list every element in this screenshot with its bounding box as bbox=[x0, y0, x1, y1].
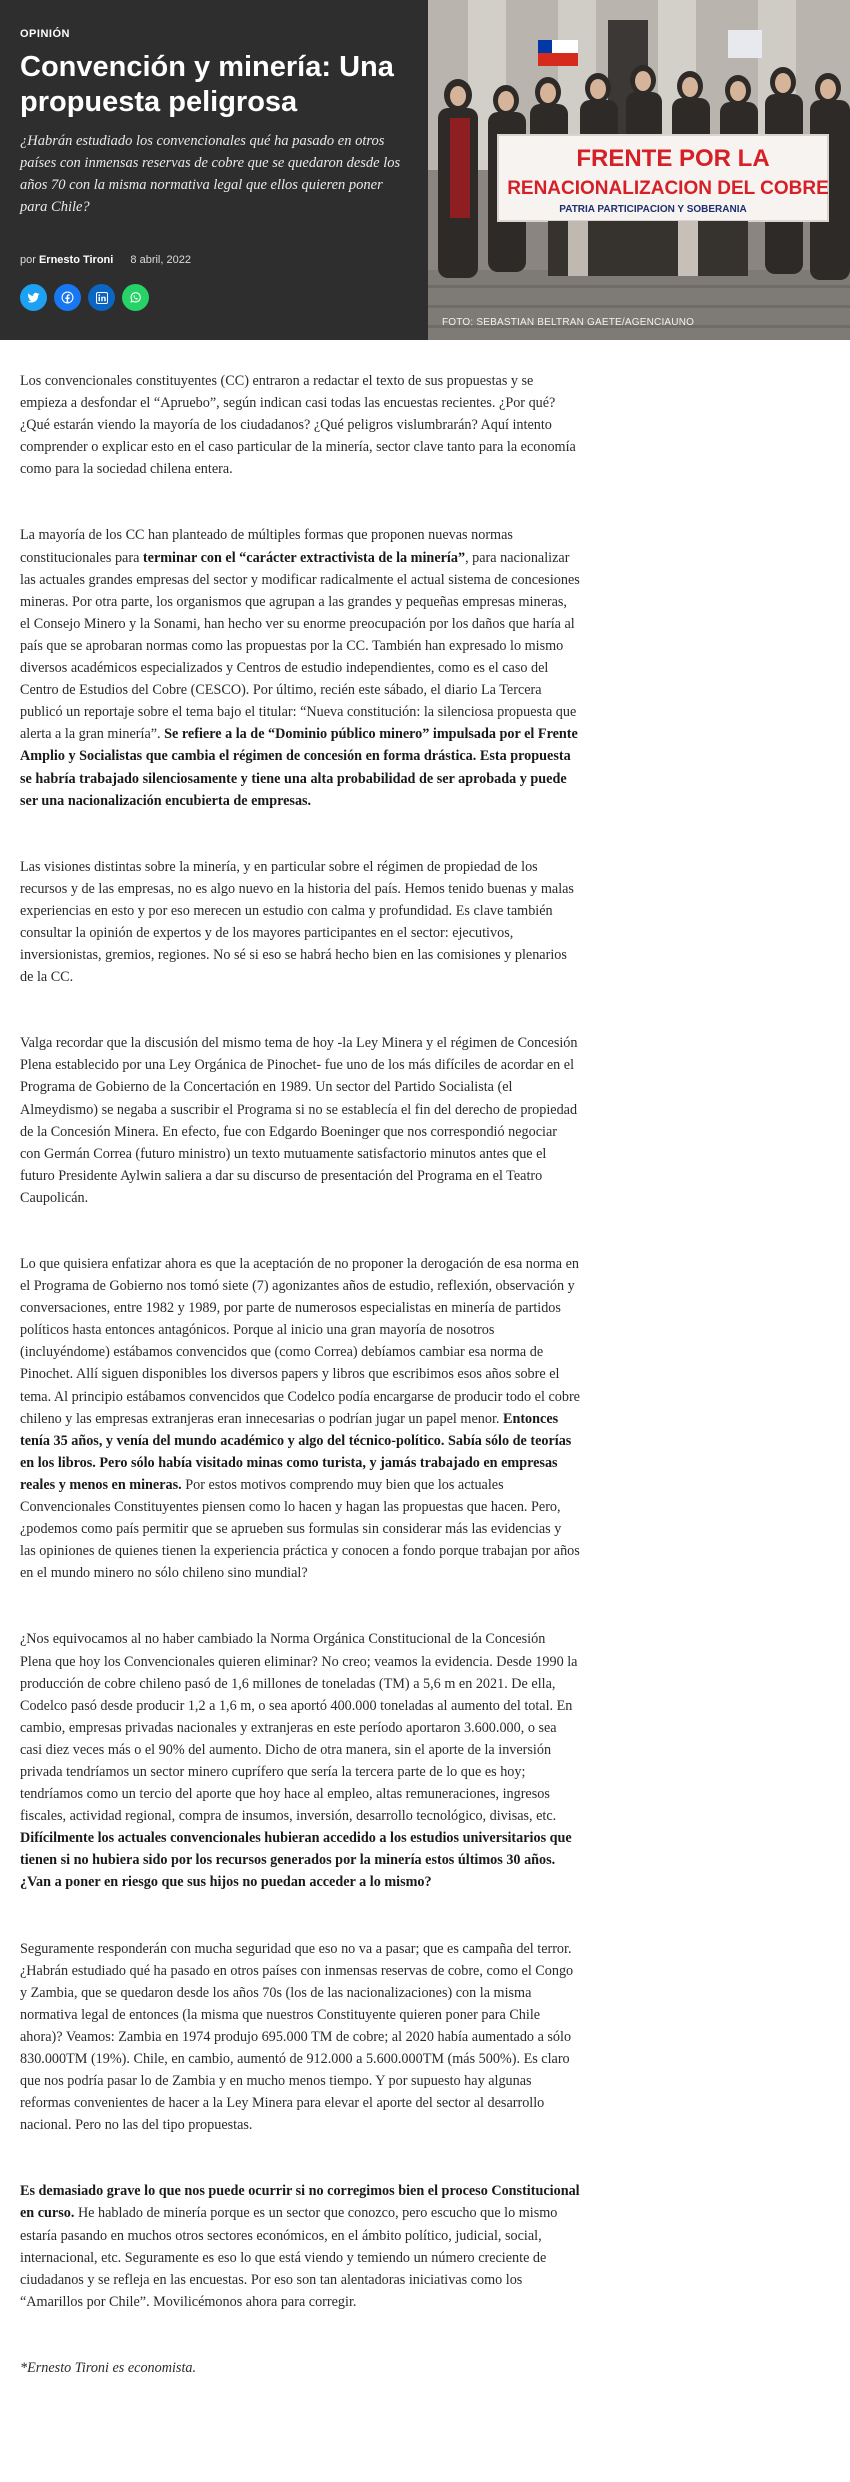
twitter-icon bbox=[27, 291, 40, 304]
share-linkedin-button[interactable] bbox=[88, 284, 115, 311]
share-facebook-button[interactable] bbox=[54, 284, 81, 311]
hero-text-panel bbox=[0, 0, 428, 340]
author-note: *Ernesto Tironi es economista. bbox=[20, 2359, 197, 2376]
photo-credit: FOTO: SEBASTIAN BELTRAN GAETE/AGENCIAUNO bbox=[442, 317, 695, 328]
paragraph-2: La mayoría de los CC han planteado de múltiples formas que proponen nuevas normas constitucionales para terminar con el “carácter extractivista de la minería”, para nacionalizar las actuales grandes empresas del sector y modificar radicalmente el actual sistema de concesiones mineras. Por otra parte, los organismos que agrupan a las grandes y pequeñas empresas mineras, el Consejo Minero y la Sonami, han hecho ver su enorme preocupación por los daños que haría al país que se aprobaran normas como las propuestas por la CC. También han expresado lo mismo diversos académicos especializados y Centros de estudio independientes, como es el caso del Centro de Estudios del Cobre (CESCO). Por último, recién este sábado, el diario La Tercera publicó un reportaje sobre el tema bajo el titular: “Nueva constitución: la silenciosa propuesta que alerta a la gran minería”. Se refiere a la de “Dominio público minero” impulsada por el Frente Amplio y Socialistas que cambia el régimen de concesión en forma drástica. Esta propuesta se habría trabajado silenciosamente y tiene una alta probabilidad de ser aprobada y puede ser una nacionalización encubierta de empresas. bbox=[20, 527, 580, 809]
linkedin-icon bbox=[96, 292, 108, 304]
page-title: Convención y minería: Una propuesta peligrosa bbox=[20, 51, 394, 118]
paragraph-6: ¿Nos equivocamos al no haber cambiado la Norma Orgánica Constitucional de la Concesión Plena que hoy los Convencionales quieren eliminar? No creo; veamos la evidencia. Desde 1990 la producción de cobre chileno pasó de 1,6 millones de toneladas (TM) a 5,6 m en 2021. De ella, Codelco pasó desde producir 1,2 a 1,6 m, o sea aportó 400.000 toneladas al aumento del total. En cambio, empresas privadas nacionales y extranjeras en este período aportaron 3.600.000, o sea casi diez veces más o el 90% del aumento. Dicho de otra manera, sin el aporte de la inversión privada tendríamos un sector minero cuprífero que sería la tercera parte de lo que es hoy; tendríamos como un tercio del aporte que hoy hace al empleo, altas remuneraciones, ingresos fiscales, actividad regional, compra de insumos, inversión, desarrollo tecnológico, divisas, etc. Difícilmente los actuales convencionales hubieran accedido a los estudios universitarios que tienen si no hubiera sido por los recursos generados por la minería estos últimos 30 años. ¿Van a poner en riesgo que sus hijos no puedan acceder a lo mismo? bbox=[20, 1631, 578, 1891]
byline-prefix: por bbox=[20, 254, 36, 266]
paragraph-7: Seguramente responderán con mucha seguridad que eso no va a pasar; que es campaña del terror. ¿Habrán estudiado qué ha pasado en otros países con inmensas reservas de cobre, como el Congo y Zambia, que se quedaron desde los años 70s (los de las nacionalizaciones) con la misma normativa legal de entonces (la misma que nuestros Constituyente quieren poner para Chile ahora)? Veamos: Zambia en 1974 produjo 695.000 TM de cobre; al 2020 había aumentado a sólo 830.000TM (19%). Chile, en cambio, aumentó de 912.000 a 5.600.000TM (más 500%). Es claro que nos podría pasar lo de Zambia y en mucho menos tiempo. Y por supuesto hay algunas reformas convenientes de hacer a la Ley Minera para elevar el aporte del sector al desarrollo nacional. Pero no las del tipo propuestas. bbox=[20, 1940, 574, 2134]
share-buttons bbox=[20, 284, 408, 311]
author-link[interactable]: Ernesto Tironi bbox=[38, 254, 114, 266]
protest-photo-illustration bbox=[428, 0, 850, 340]
hero-photo bbox=[428, 0, 850, 340]
paragraph-5: Lo que quisiera enfatizar ahora es que la aceptación de no proponer la derogación de esa norma en el Programa de Gobierno nos tomó siete (7) agonizantes años de estudio, reflexión, observación y conversaciones, entre 1982 y 1989, por parte de numerosos especialistas en minería de partidos políticos hasta entonces antagónicos. Porque al inicio una gran mayoría de nosotros (incluyéndome) estábamos convencidos que (como Correa) debíamos cambiar esa norma de Pinochet. Allí siguen disponibles los diversos papers y libros que escribimos esos años sobre el tema. Al principio estábamos convencidos que Codelco podía encargarse de producir todo el cobre chileno y las empresas extranjeras eran innecesarias o podrían jugar un papel menor. Entonces tenía 35 años, y venía del mundo académico y algo del técnico-político. Sabía sólo de teorías en los libros. Pero sólo había visitado minas como turista, y jamás trabajado en empresas reales y menos en mineras. Por estos motivos comprendo muy bien que los actuales Convencionales Constituyentes piensen como lo hacen y hagan las propuestas que hacen. Pero, ¿podemos como país permitir que se aprueben sus formulas sin considerar más las evidencias y las opiniones de quienes tienen la experiencia práctica y conocen a fondo porque trabajan por años en el mundo minero no sólo chileno sino mundial? bbox=[20, 1256, 580, 1582]
byline bbox=[20, 254, 408, 266]
article-hero bbox=[0, 0, 850, 340]
facebook-icon bbox=[61, 291, 74, 304]
section-kicker[interactable]: OPINIÓN bbox=[20, 28, 70, 40]
banner-line-2: RENACIONALIZACION DEL COBRE bbox=[507, 178, 829, 199]
publish-date: 8 abril, 2022 bbox=[130, 254, 191, 266]
banner-line-3: PATRIA PARTICIPACION Y SOBERANIA bbox=[559, 204, 747, 215]
share-twitter-button[interactable] bbox=[20, 284, 47, 311]
paragraph-8: Es demasiado grave lo que nos puede ocurrir si no corregimos bien el proceso Constitucional en curso. He hablado de minería porque es un sector que conozco, pero escucho que lo mismo estaría pasando en muchos otros sectores económicos, en el ámbito político, judicial, social, internacional, etc. Seguramente es eso lo que está viendo y temiendo un número creciente de ciudadanos y se refleja en las encuestas. Por eso son tan alentadoras iniciativas como los “Amarillos por Chile”. Movilicémonos ahora para corregir. bbox=[20, 2183, 580, 2310]
paragraph-4: Valga recordar que la discusión del mismo tema de hoy -la Ley Minera y el régimen de Concesión Plena establecido por una Ley Orgánica de Pinochet- fue uno de los más difíciles de acordar en el Programa de Gobierno de la Concertación en 1989. Un sector del Partido Socialista (el Almeydismo) se negaba a suscribir el Programa si no se establecía el fin del derecho de propiedad de la Concesión Minera. En efecto, fue con Edgardo Boeninger que nos correspondió negociar con Germán Correa (futuro ministro) un texto mutuamente satisfactorio minutos antes que el futuro Presidente Aylwin saliera a dar su discurso de presentación del Programa en el Teatro Caupolicán. bbox=[20, 1035, 578, 1206]
whatsapp-icon bbox=[129, 291, 142, 304]
banner-line-1: FRENTE POR LA bbox=[576, 145, 770, 172]
article-subtitle: ¿Habrán estudiado los convencionales qué ha pasado en otros países con inmensas reservas de cobre que se quedaron desde los años 70 con la misma normativa legal que ellos quieren poner para Chile? bbox=[20, 133, 401, 215]
article-body bbox=[20, 340, 580, 2409]
share-whatsapp-button[interactable] bbox=[122, 284, 149, 311]
paragraph-1: Los convencionales constituyentes (CC) entraron a redactar el texto de sus propuestas y se empieza a desfondar el “Apruebo”, según indican casi todas las encuestas recientes. ¿Por qué? ¿Qué estarán viendo la mayoría de los ciudadanos? ¿Qué peligros vislumbrarán? Aquí intento comprender o explicar esto en el caso particular de la minería, sector clave tanto para la economía como para la sociedad chilena entera. bbox=[20, 373, 576, 478]
paragraph-3: Las visiones distintas sobre la minería, y en particular sobre el régimen de propiedad de los recursos y de las empresas, no es algo nuevo en la historia del país. Hemos tenido buenas y malas experiencias en esto y por eso merecen un estudio con calma y profundidad. Es clave también consultar la opinión de expertos y de los mayores participantes en el sector: ejecutivos, inversionistas, gremios, regiones. No sé si eso se habrá hecho bien en las comisiones y plenarios de la CC. bbox=[20, 858, 574, 986]
